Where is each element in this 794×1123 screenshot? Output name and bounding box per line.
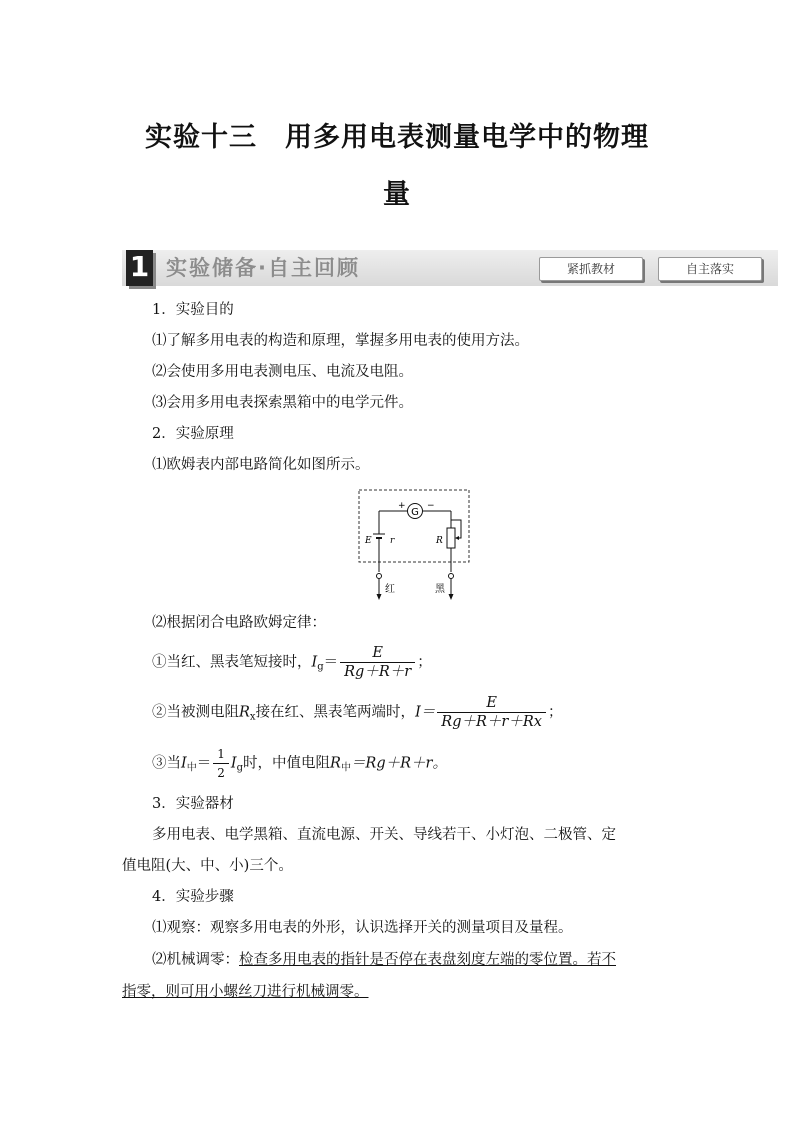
equipment-line-1: 多用电表、电学黑箱、直流电源、开关、导线若干、小灯泡、二极管、定 xyxy=(152,827,616,843)
heading-purpose: 1．实验目的 xyxy=(152,302,234,318)
rheostat-label: R xyxy=(436,536,443,546)
principle-item-1: ⑴欧姆表内部电路简化如图所示。 xyxy=(152,457,370,473)
rheostat-icon xyxy=(447,528,455,548)
formula-2-fraction: $\frac{E}{Rg+R+r+Rx}$ xyxy=(437,694,546,731)
formula-3-fraction: $\frac{1}{2}$ xyxy=(213,745,229,782)
black-arrow-icon xyxy=(449,594,454,600)
internal-box xyxy=(359,490,469,562)
purpose-item-1: ⑴了解多用电表的构造和原理，掌握多用电表的使用方法。 xyxy=(152,333,529,349)
principle-item-2: ⑵根据闭合电路欧姆定律： xyxy=(152,615,326,631)
red-terminal-icon xyxy=(377,574,382,579)
black-terminal-icon xyxy=(449,574,454,579)
plus-sign: + xyxy=(398,501,406,511)
equipment-line-2: 值电阻(大、中、小)三个。 xyxy=(122,858,293,874)
step-2-continued: 指零，则可用小螺丝刀进行机械调零。 xyxy=(122,984,369,1000)
section-banner-title: 实验储备·自主回顾 xyxy=(166,256,360,280)
red-probe-label: 红 xyxy=(385,584,395,595)
step-1: ⑴观察：观察多用电表的外形，认识选择开关的测量项目及量程。 xyxy=(152,920,573,936)
heading-principle: 2．实验原理 xyxy=(152,426,234,442)
section-number: 1 xyxy=(126,250,153,286)
heading-equipment: 3．实验器材 xyxy=(152,796,234,812)
galvanometer-label: G xyxy=(411,507,419,518)
formula-1: ①当红、黑表笔短接时，$I_g=$ $\frac{E}{Rg+R+r}$ ； xyxy=(152,645,432,680)
minus-sign: − xyxy=(427,501,435,511)
black-probe-label: 黑 xyxy=(435,584,445,595)
formula-1-fraction: $\frac{E}{Rg+R+r}$ xyxy=(340,644,415,681)
formula-3: ③当$I_中=$ $\frac{1}{2}$ $I_g$时，中值电阻$R_中=Rg+R+r$。 xyxy=(152,747,447,780)
emf-label: E xyxy=(365,536,372,546)
self-practice-button[interactable]: 自主落实 xyxy=(658,257,762,281)
red-arrow-icon xyxy=(377,594,382,600)
section-banner xyxy=(122,250,778,286)
purpose-item-2: ⑵会使用多用电表测电压、电流及电阻。 xyxy=(152,364,413,380)
purpose-item-3: ⑶会用多用电表探索黑箱中的电学元件。 xyxy=(152,395,413,411)
page-title: 实验十三 用多用电表测量电学中的物理 xyxy=(145,122,649,153)
grasp-textbook-button[interactable]: 紧抓教材 xyxy=(539,257,643,281)
step-2: ⑵机械调零：检查多用电表的指针是否停在表盘刻度左端的零位置。若不 xyxy=(152,952,616,968)
page-title-continued: 量 xyxy=(383,179,411,210)
ohmmeter-circuit-diagram xyxy=(355,488,473,600)
internal-resistance-label: r xyxy=(390,536,395,546)
formula-2: ②当被测电阻$R_x$接在红、黑表笔两端时，I＝ $\frac{E}{Rg+R+r+Rx}$ ； xyxy=(152,695,563,730)
heading-steps: 4．实验步骤 xyxy=(152,889,234,905)
